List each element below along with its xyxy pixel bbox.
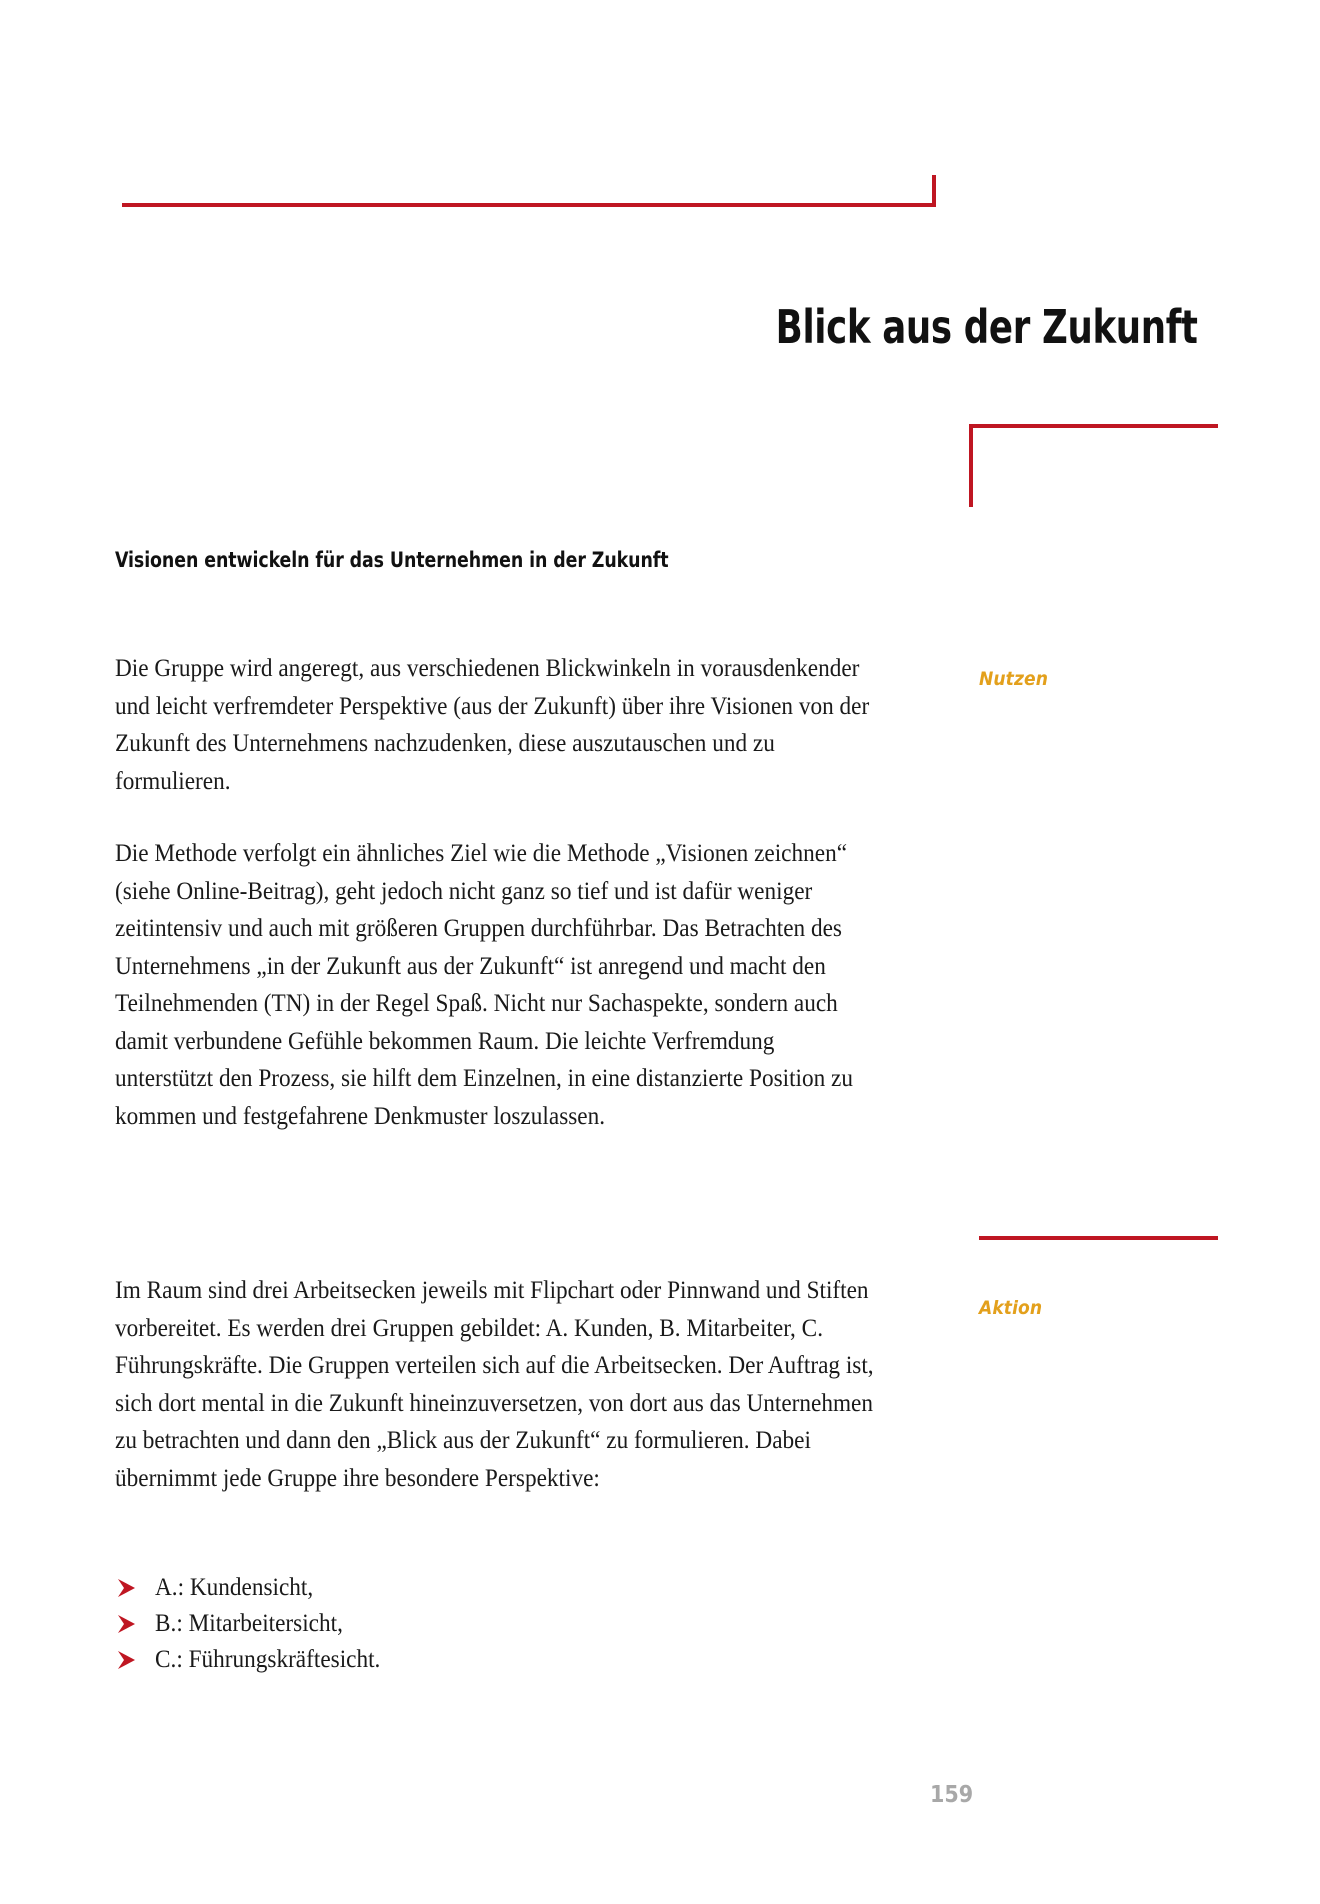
paragraph-method	[115, 835, 874, 1135]
list-item	[115, 1606, 815, 1642]
arrow-bullet-icon	[118, 1615, 135, 1633]
page-title: Blick aus der Zukunft	[776, 300, 1198, 354]
title-corner-bracket	[969, 424, 1218, 507]
paragraph-text: Die Gruppe wird angeregt, aus verschiedenen Blickwinkeln in vorausdenkender und leicht verfremdeter Perspektive (aus der Zukunft) über ihre Visionen von der Zukunft des Unternehmens nachzudenken, diese auszutauschen und zu formulieren.	[115, 655, 870, 795]
perspective-list	[115, 1570, 815, 1678]
list-item-label: A.: Kundensicht,	[155, 1574, 314, 1601]
paragraph-text: Die Methode verfolgt ein ähnliches Ziel wie die Methode „Visionen zeichnen“ (siehe Online-Beitrag), geht jedoch nicht ganz so tief und ist dafür weniger zeitintensiv und auch mit größeren Gruppen durchführbar. Das Betrachten des Unternehmens „in der Zukunft aus der Zukunft“ ist anregend und macht den Teilnehmenden (TN) in der Regel Spaß. Nicht nur Sachaspekte, sondern auch damit verbundene Gefühle bekommen Raum. Die leichte Verfremdung unterstützt den Prozess, sie hilft dem Einzelnen, in eine distanzierte Position zu kommen und festgefahrene Denkmuster loszulassen.	[115, 840, 854, 1130]
corner-bracket-vertical	[969, 424, 973, 507]
mid-accent-rule	[979, 1236, 1218, 1240]
corner-bracket-horizontal	[969, 424, 1218, 428]
margin-label-aktion: Aktion	[979, 1297, 1043, 1319]
list-item-label: C.: Führungskräftesicht.	[155, 1646, 381, 1673]
list-item-label: B.: Mitarbeitersicht,	[155, 1610, 343, 1637]
page-number: 159	[930, 1782, 974, 1808]
margin-label-nutzen: Nutzen	[979, 668, 1048, 690]
list-item	[115, 1570, 815, 1606]
arrow-bullet-icon	[118, 1651, 135, 1669]
paragraph-text: Im Raum sind drei Arbeitsecken jeweils mit Flipchart oder Pinnwand und Stiften vorbereitet. Es werden drei Gruppen gebildet: A. Kunden, B. Mitarbeiter, C. Führungskräfte. Die Gruppen verteilen sich auf die Arbeitsecken. Der Auftrag ist, sich dort mental in die Zukunft hineinzuversetzen, von dort aus das Unternehmen zu betrachten und dann den „Blick aus der Zukunft“ zu formulieren. Dabei übernimmt jede Gruppe ihre besondere Perspektive:	[115, 1277, 874, 1492]
top-accent-rule	[122, 203, 936, 207]
top-accent-rule-tick	[932, 175, 936, 207]
list-item	[115, 1642, 815, 1678]
paragraph-action	[115, 1272, 874, 1497]
section-subheading: Visionen entwickeln für das Unternehmen in der Zukunft	[115, 548, 669, 573]
paragraph-benefit	[115, 650, 874, 800]
arrow-bullet-icon	[118, 1579, 135, 1597]
